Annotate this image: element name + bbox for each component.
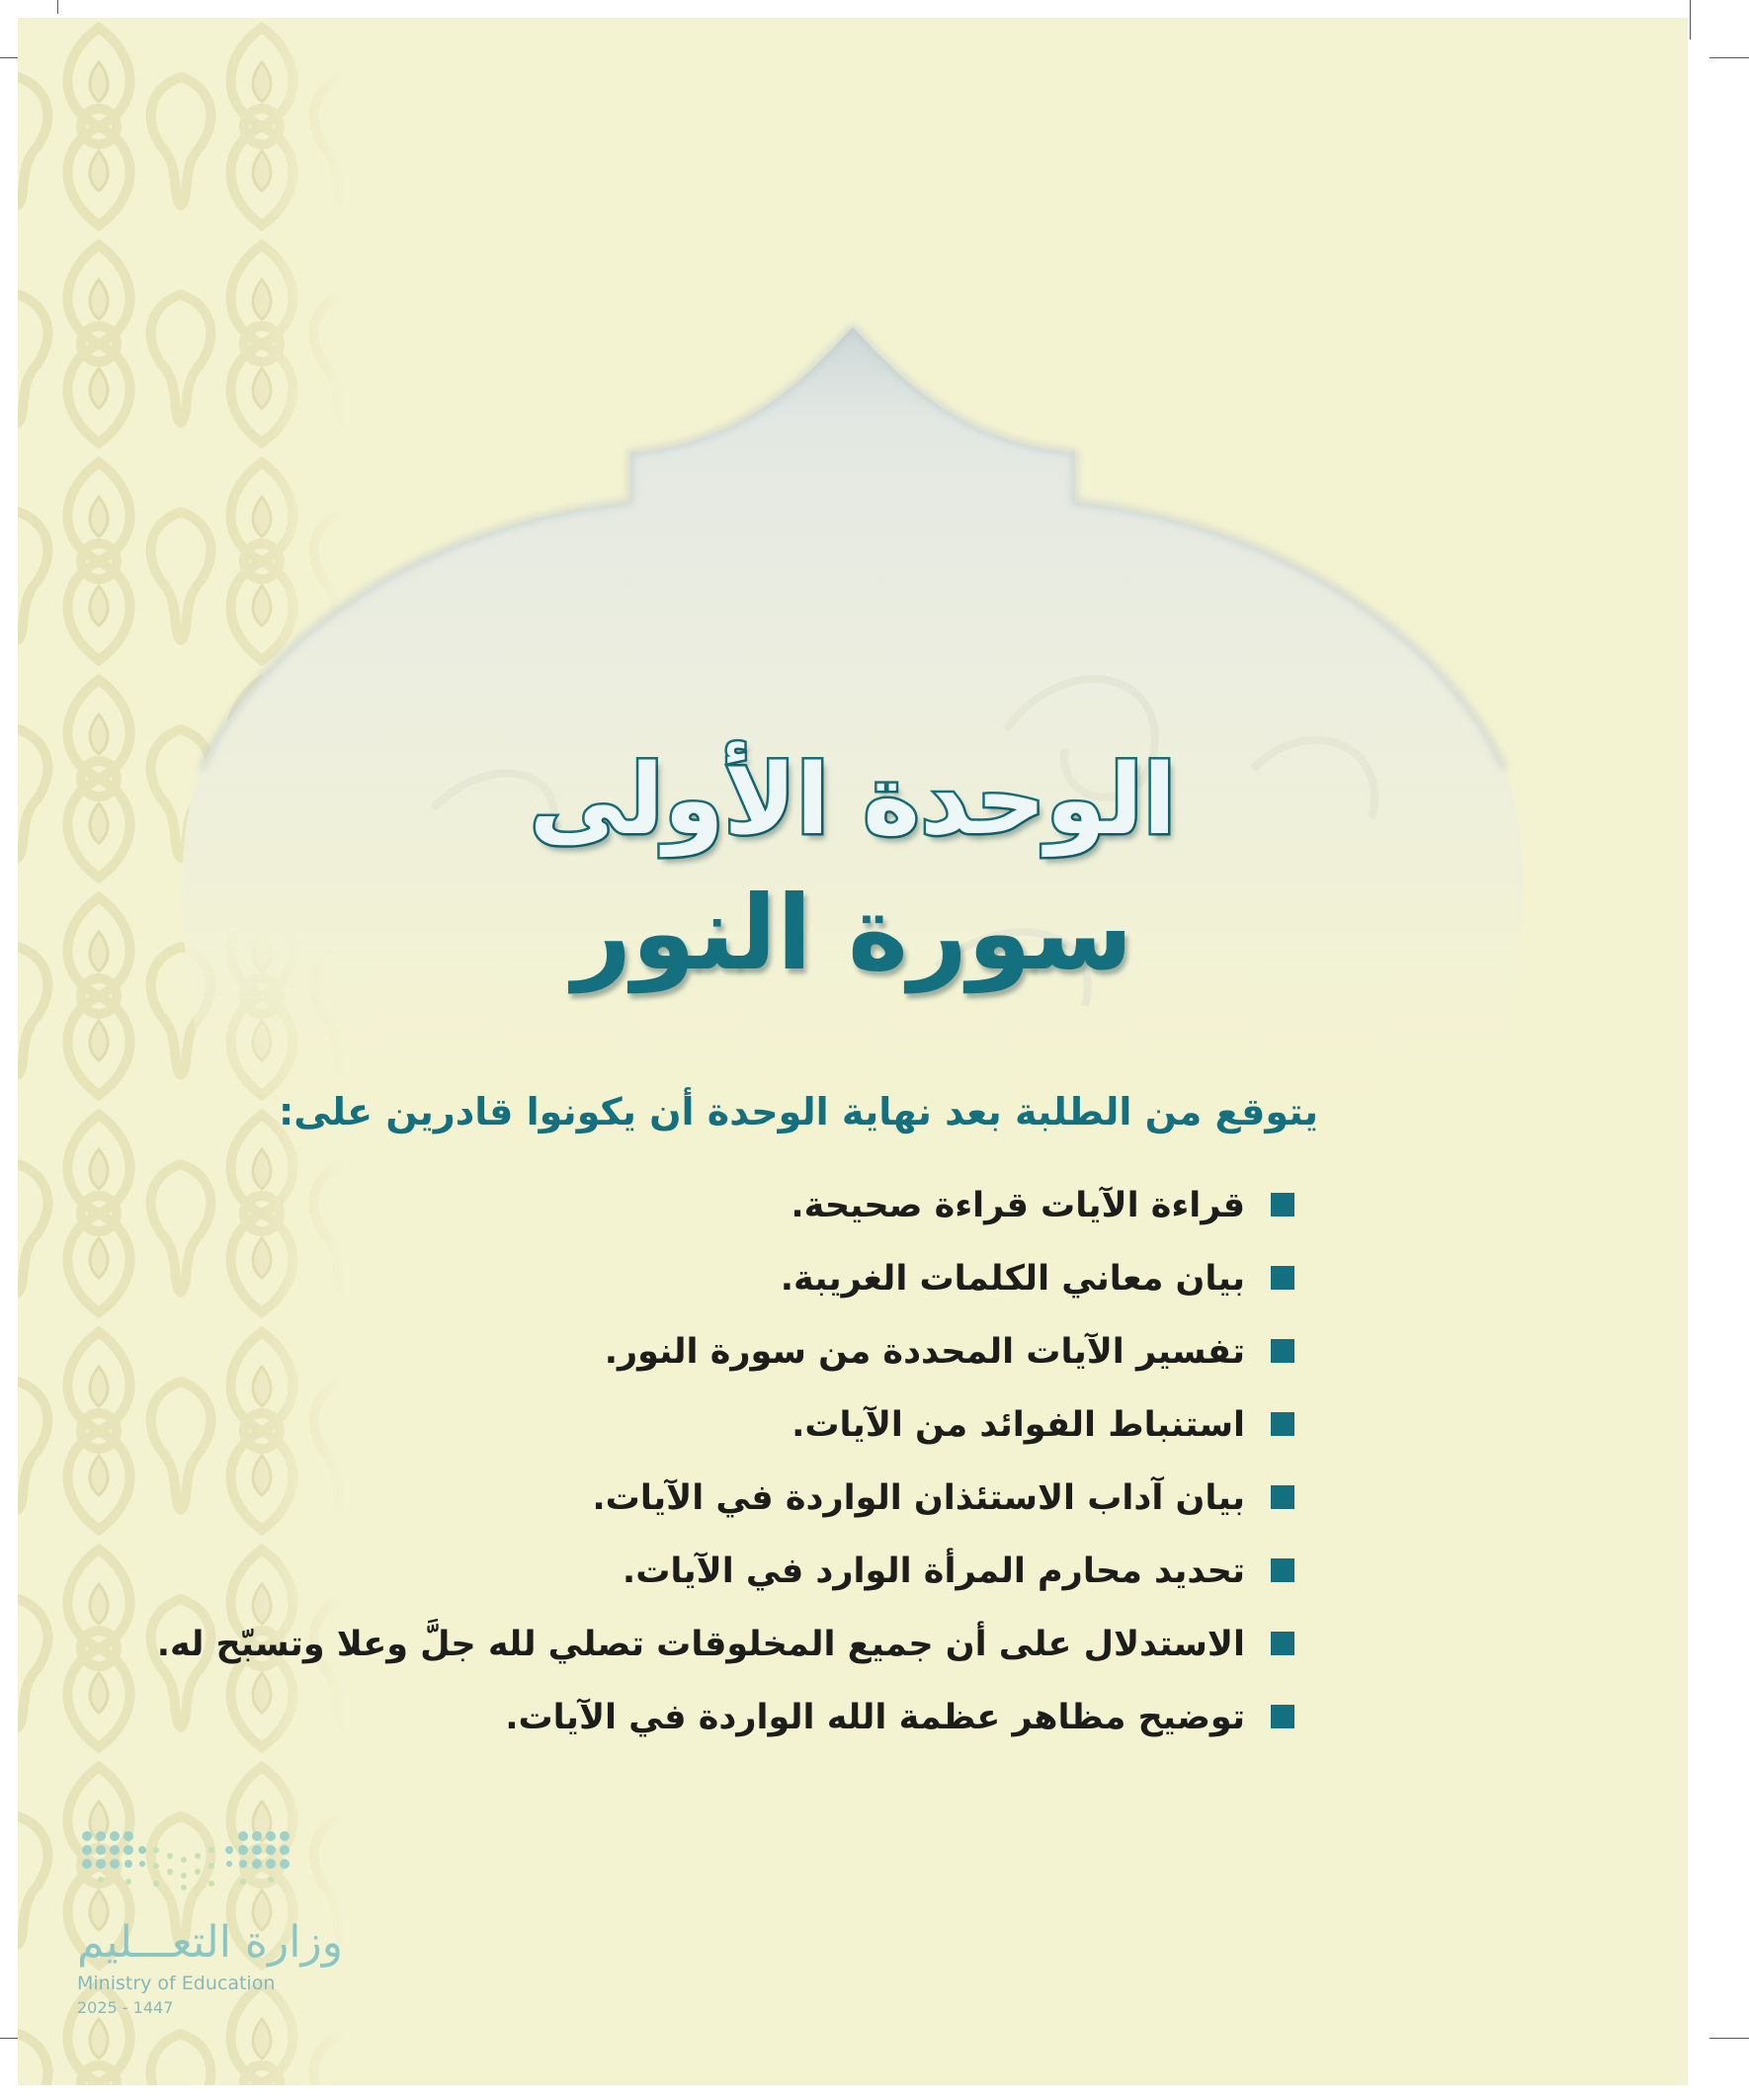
square-bullet-icon: [1271, 1266, 1294, 1290]
objectives-list: [156, 1169, 1294, 1754]
unit-label-heading: الوحدة الأولى: [529, 744, 1177, 857]
surah-title-heading: سورة النور: [572, 873, 1133, 993]
objective-text: تحديد محارم المرأة الوارد في الآيات.: [622, 1552, 1245, 1591]
ministry-logo: [77, 1826, 343, 2034]
square-bullet-icon: [1271, 1485, 1294, 1509]
ministry-name-arabic: وزارة التعـــليم: [77, 1917, 343, 1968]
ministry-name-english: Ministry of Education: [77, 1973, 276, 1994]
ministry-dots-icon: [77, 1826, 294, 1895]
objective-text: توضيح مظاهر عظمة الله الواردة في الآيات.: [505, 1698, 1245, 1737]
crop-mark: [1709, 2038, 1749, 2039]
objective-item: [208, 1681, 1294, 1754]
objective-text: بيان آداب الاستئذان الواردة في الآيات.: [592, 1478, 1245, 1518]
objectives-intro: يتوقع من الطلبة بعد نهاية الوحدة أن يكونوا قادرين على:: [279, 1090, 1318, 1134]
crop-mark: [1709, 57, 1749, 58]
square-bullet-icon: [1271, 1193, 1294, 1217]
page: [18, 18, 1688, 2085]
square-bullet-icon: [1271, 1339, 1294, 1363]
objective-text: الاستدلال على أن جميع المخلوقات تصلي لله جلَّ وعلا وتسبّح له.: [156, 1625, 1245, 1664]
crop-mark: [1690, 0, 1691, 40]
dome-shape: [182, 327, 1523, 1125]
objective-item: [208, 1535, 1294, 1608]
objective-item: [208, 1462, 1294, 1535]
ministry-year: 2025 - 1447: [77, 1998, 174, 2017]
objective-text: بيان معاني الكلمات الغريبة.: [780, 1259, 1245, 1299]
objective-item: [156, 1608, 1294, 1681]
square-bullet-icon: [1271, 1558, 1294, 1582]
square-bullet-icon: [1271, 1705, 1294, 1728]
objective-item: [208, 1242, 1294, 1315]
objective-item: [208, 1169, 1294, 1242]
objective-text: استنباط الفوائد من الآيات.: [791, 1405, 1245, 1445]
objective-item: [208, 1388, 1294, 1462]
crop-mark: [57, 0, 58, 14]
objective-item: [208, 1315, 1294, 1388]
square-bullet-icon: [1271, 1412, 1294, 1436]
dome-arch-panel: [18, 18, 1688, 2085]
objective-text: قراءة الآيات قراءة صحيحة.: [791, 1186, 1245, 1225]
square-bullet-icon: [1271, 1632, 1294, 1655]
objective-text: تفسير الآيات المحددة من سورة النور.: [604, 1332, 1245, 1372]
